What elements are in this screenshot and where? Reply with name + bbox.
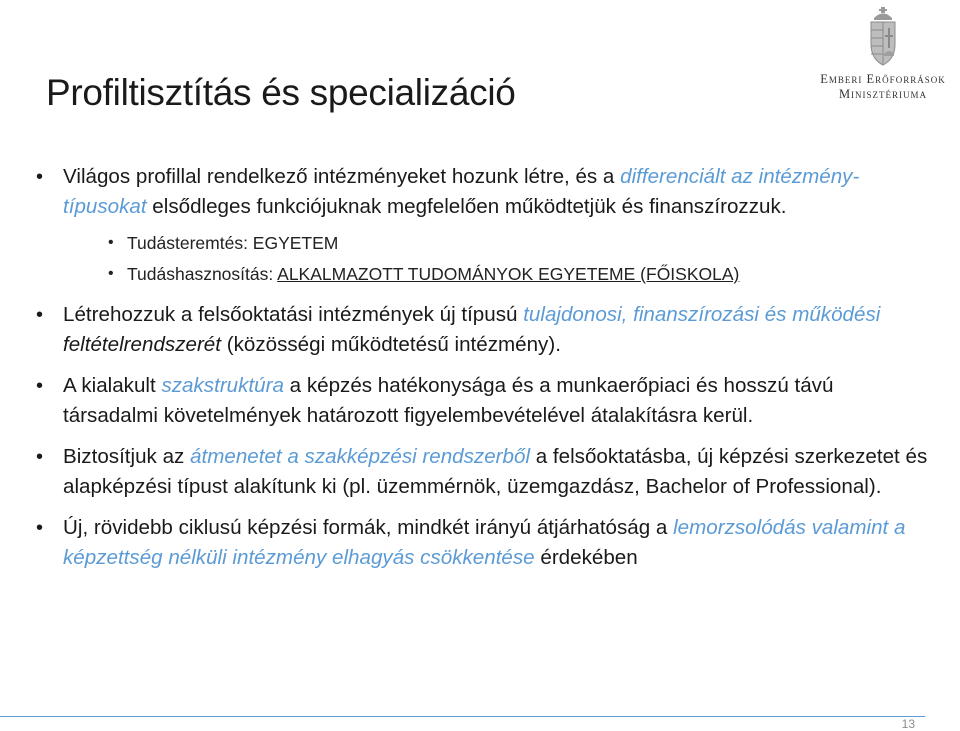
bullet-2 xyxy=(36,300,931,360)
bullet-2-text-b: (közösségi működtetésű intézmény). xyxy=(220,333,561,356)
bullet-3-highlight: szakstruktúra xyxy=(161,374,284,397)
coat-of-arms-icon xyxy=(860,4,906,68)
bullet-3-text-b: a képzés hatékonysága és a munkaerőpiaci és hosszú távú társadalmi követelmények határozott figyelembevételével átalakításra kerül. xyxy=(63,374,834,427)
ministry-name-line2: Minisztériuma xyxy=(838,87,928,101)
bullet-4-highlight: átmenetet a szakképzési rendszerből xyxy=(190,445,531,468)
slide-content xyxy=(36,162,931,584)
sub-bullet-list xyxy=(63,228,931,289)
bullet-1 xyxy=(36,162,931,289)
bullet-2-highlight: tulajdonosi, finanszírozási és működési xyxy=(523,303,881,326)
bullet-5-text-b: érdekében xyxy=(534,546,638,569)
bullet-4-text-b: a felsőoktatásba, új képzési szerkezetet és alapképzési típust alakítunk ki (pl. üzemmérnök, üzemgazdász, Bachelor of Professional). xyxy=(63,445,928,498)
ministry-name xyxy=(808,72,958,102)
bullet-5-highlight: lemorzsolódás valamint a képzettség nélküli intézmény elhagyás csökkentése xyxy=(63,516,906,569)
bullet-1-text-a: Világos profillal rendelkező intézményeket hozunk létre, és a xyxy=(63,165,621,188)
page-number: 13 xyxy=(901,717,915,731)
sub-bullet-2 xyxy=(63,259,931,289)
bullet-5-text-a: Új, rövidebb ciklusú képzési formák, mindkét irányú átjárhatóság a xyxy=(63,516,674,539)
sub-bullet-2-prefix: Tudáshasznosítás: xyxy=(127,264,278,284)
ministry-logo xyxy=(808,4,958,104)
bullet-5 xyxy=(36,513,931,573)
bullet-4 xyxy=(36,442,931,502)
bullet-2-text-a: Létrehozzuk a felsőoktatási intézmények új típusú xyxy=(63,303,524,326)
slide-title: Profiltisztítás és specializáció xyxy=(46,72,516,113)
ministry-name-line1: Emberi Erőforrások xyxy=(820,72,946,86)
bullet-1-highlight: differenciált az intézmény-típusokat xyxy=(63,165,860,218)
sub-bullet-2-underlined: ALKALMAZOTT TUDOMÁNYOK EGYETEME (FŐISKOLA) xyxy=(277,264,740,284)
bullet-2-italic: feltételrendszerét xyxy=(63,333,221,356)
bullet-3 xyxy=(36,371,931,431)
bullet-1-text-b: elsődleges funkciójuknak megfelelően működtetjük és finanszírozzuk. xyxy=(146,195,787,218)
bullet-4-text-a: Biztosítjuk az xyxy=(63,445,191,468)
sub-bullet-1: • Tudásteremtés: EGYETEM xyxy=(63,228,931,258)
bullet-3-text-a: A kialakult xyxy=(63,374,162,397)
footer-divider xyxy=(0,716,925,717)
